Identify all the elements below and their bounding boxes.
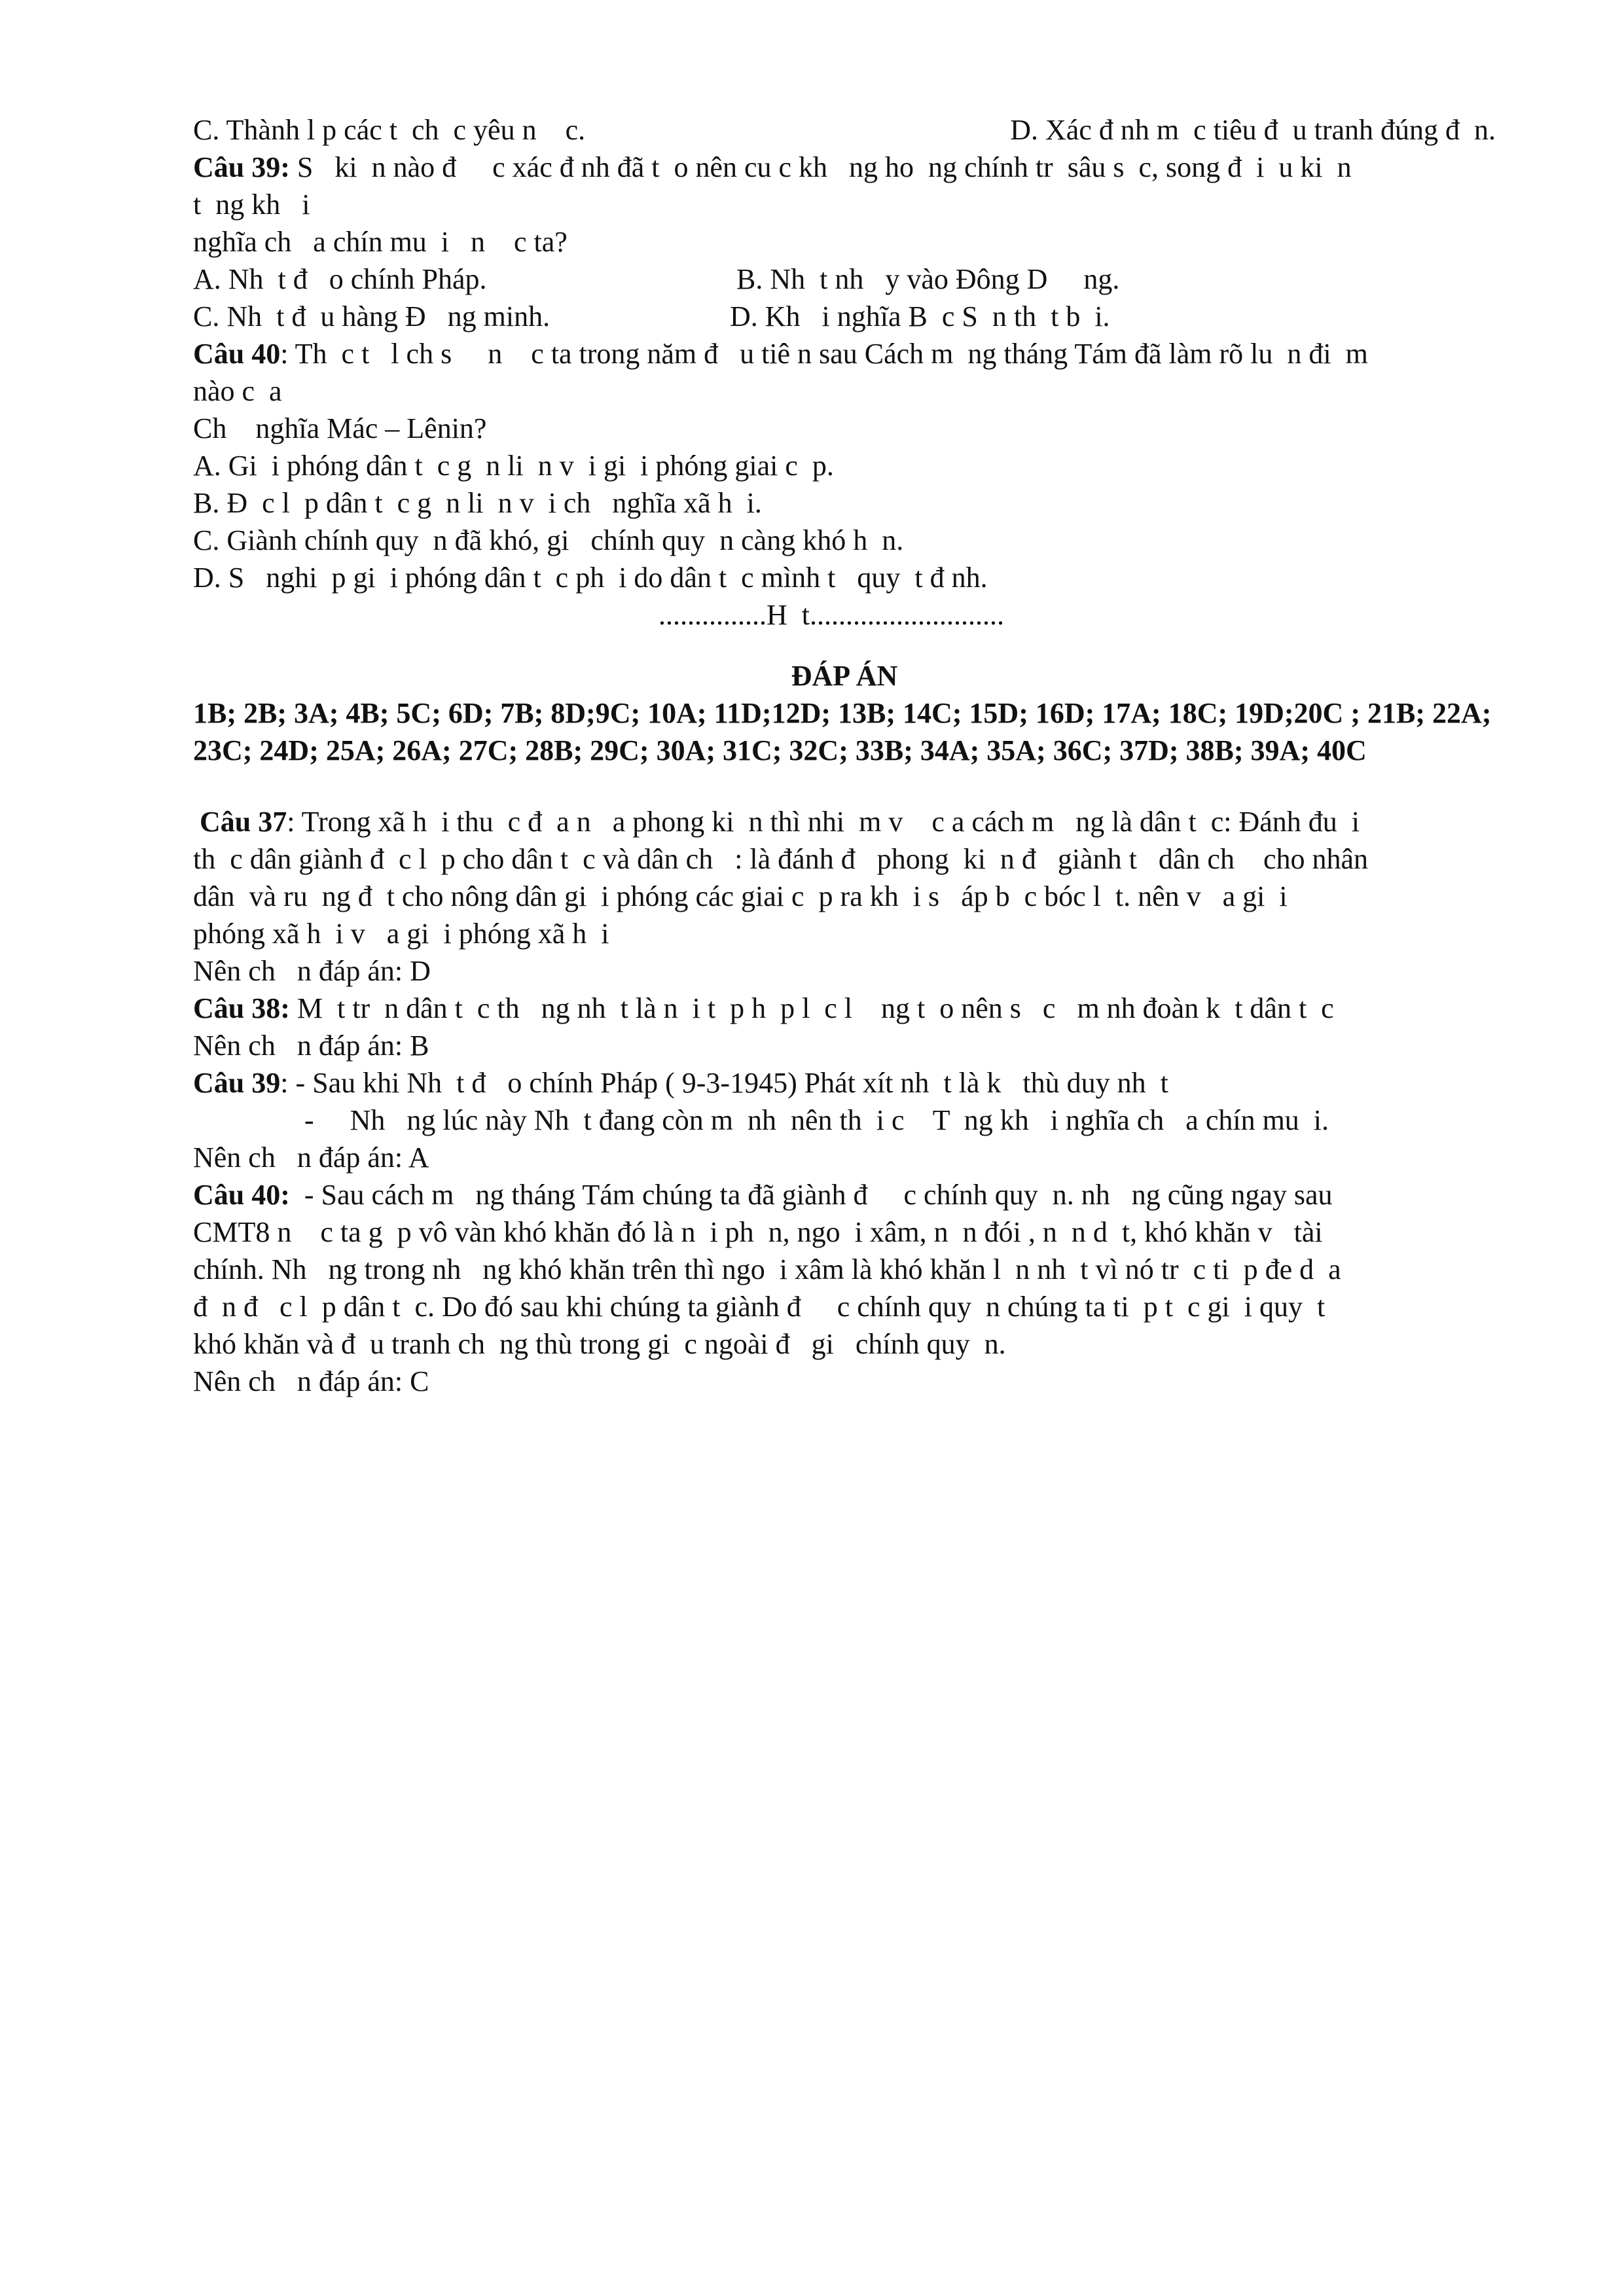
document-page xyxy=(193,111,1496,1400)
exp37-conclusion: Nên ch n đáp án: D xyxy=(193,955,431,987)
exp37-line4: phóng xã h i v a gi i phóng xã h i xyxy=(193,918,609,950)
q39-label: Câu 39: xyxy=(193,151,290,183)
exp38-line1: Câu 38: M t tr n dân t c th ng nh t là n i t p h p l c l ng t o nên s c m nh đoàn k t dân t c xyxy=(193,992,1334,1024)
exp40-line4: đ n đ c l p dân t c. Do đó sau khi chúng ta giành đ c chính quy n chúng ta ti p t c gi i quy t xyxy=(193,1291,1326,1323)
exp39-line2: - Nh ng lúc này Nh t đang còn m nh nên th i c T ng kh i nghĩa ch a chín mu i. xyxy=(304,1104,1329,1136)
q39-stem-line1: Câu 39: S ki n nào đ c xác đ nh đã t o nên cu c kh ng ho ng chính tr sâu s c, song đ i u ki n xyxy=(193,151,1352,183)
q40-option-d: D. S nghi p gi i phóng dân t c ph i do dân t c mình t quy t đ nh. xyxy=(193,562,988,594)
q40-option-b: B. Đ c l p dân t c g n li n v i ch nghĩa xã h i. xyxy=(193,487,762,519)
exp40-label: Câu 40: xyxy=(193,1179,290,1211)
exp39-line1: Câu 39: - Sau khi Nh t đ o chính Pháp ( 9-3-1945) Phát xít nh t là k thù duy nh t xyxy=(193,1067,1168,1099)
option-c: C. Thành l p các t ch c yêu n c. xyxy=(193,114,586,146)
q39-options-cd xyxy=(193,298,1496,335)
exp40-conclusion: Nên ch n đáp án: C xyxy=(193,1365,429,1397)
option-d: D. Xác đ nh m c tiêu đ u tranh đúng đ n. xyxy=(1010,114,1496,146)
q39-stem-line3: nghĩa ch a chín mu i n c ta? xyxy=(193,226,568,258)
exp40-line2: CMT8 n c ta g p vô vàn khó khăn đó là n i ph n, ngo i xâm, n n đói , n n d t, khó khăn v tài xyxy=(193,1216,1323,1248)
q39-options-ab xyxy=(193,260,1496,298)
exp40-line5: khó khăn và đ u tranh ch ng thù trong gi c ngoài đ gi chính quy n. xyxy=(193,1328,1006,1360)
answer-key-title: ĐÁP ÁN xyxy=(791,660,898,692)
q39-option-b: B. Nh t nh y vào Đông D ng. xyxy=(736,263,1120,295)
q39-stem-line2: t ng kh i xyxy=(193,188,310,221)
spacer xyxy=(193,769,1496,803)
exp40-line1: Câu 40: - Sau cách m ng tháng Tám chúng ta đã giành đ c chính quy n. nh ng cũng ngay sau xyxy=(193,1179,1333,1211)
q38-options-cd xyxy=(193,111,1496,149)
q39-option-a: A. Nh t đ o chính Pháp. xyxy=(193,263,487,295)
end-marker: ...............H t........................... xyxy=(659,599,1004,631)
exp38-label: Câu 38: xyxy=(193,992,290,1024)
q39-option-d: D. Kh i nghĩa B c S n th t b i. xyxy=(730,300,1110,332)
q40-label: Câu 40 xyxy=(193,338,281,370)
exp37-label: Câu 37 xyxy=(200,806,287,838)
answer-key-list: 1B; 2B; 3A; 4B; 5C; 6D; 7B; 8D;9C; 10A; 11D;12D; 13B; 14C; 15D; 16D; 17A; 18C; 19D;20C ; 21B; 22A; 23C; 24D; 25A; 26A; 27C; 28B; 29C; 30A; 31C; 32C; 33B; 34A; 35A; 36C; 37D; 38B; 39A; 40C xyxy=(193,697,1492,766)
q40-stem-line3: Ch nghĩa Mác – Lênin? xyxy=(193,412,487,444)
exp37-line3: dân và ru ng đ t cho nông dân gi i phóng các giai c p ra kh i s áp b c bóc l t. nên v a gi i xyxy=(193,880,1288,912)
q40-stem-line1: Câu 40: Th c t l ch s n c ta trong năm đ u tiê n sau Cách m ng tháng Tám đã làm rõ lu n đi m xyxy=(193,338,1368,370)
exp38-conclusion: Nên ch n đáp án: B xyxy=(193,1030,429,1062)
exp39-label: Câu 39 xyxy=(193,1067,281,1099)
exp40-line3: chính. Nh ng trong nh ng khó khăn trên thì ngo i xâm là khó khăn l n nh t vì nó tr c ti p đe d a xyxy=(193,1253,1341,1285)
exp39-conclusion: Nên ch n đáp án: A xyxy=(193,1141,429,1174)
q40-option-c: C. Giành chính quy n đã khó, gi chính quy n càng khó h n. xyxy=(193,524,904,556)
q40-option-a: A. Gi i phóng dân t c g n li n v i gi i phóng giai c p. xyxy=(193,450,834,482)
exp37-line1: Câu 37: Trong xã h i thu c đ a n a phong ki n thì nhi m v c a cách m ng là dân t c: Đánh đu i xyxy=(200,806,1360,838)
q39-option-c: C. Nh t đ u hàng Đ ng minh. xyxy=(193,300,550,332)
q40-stem-line2: nào c a xyxy=(193,375,282,407)
exp37-line2: th c dân giành đ c l p cho dân t c và dân ch : là đánh đ phong ki n đ giành t dân ch cho nhân xyxy=(193,843,1369,875)
